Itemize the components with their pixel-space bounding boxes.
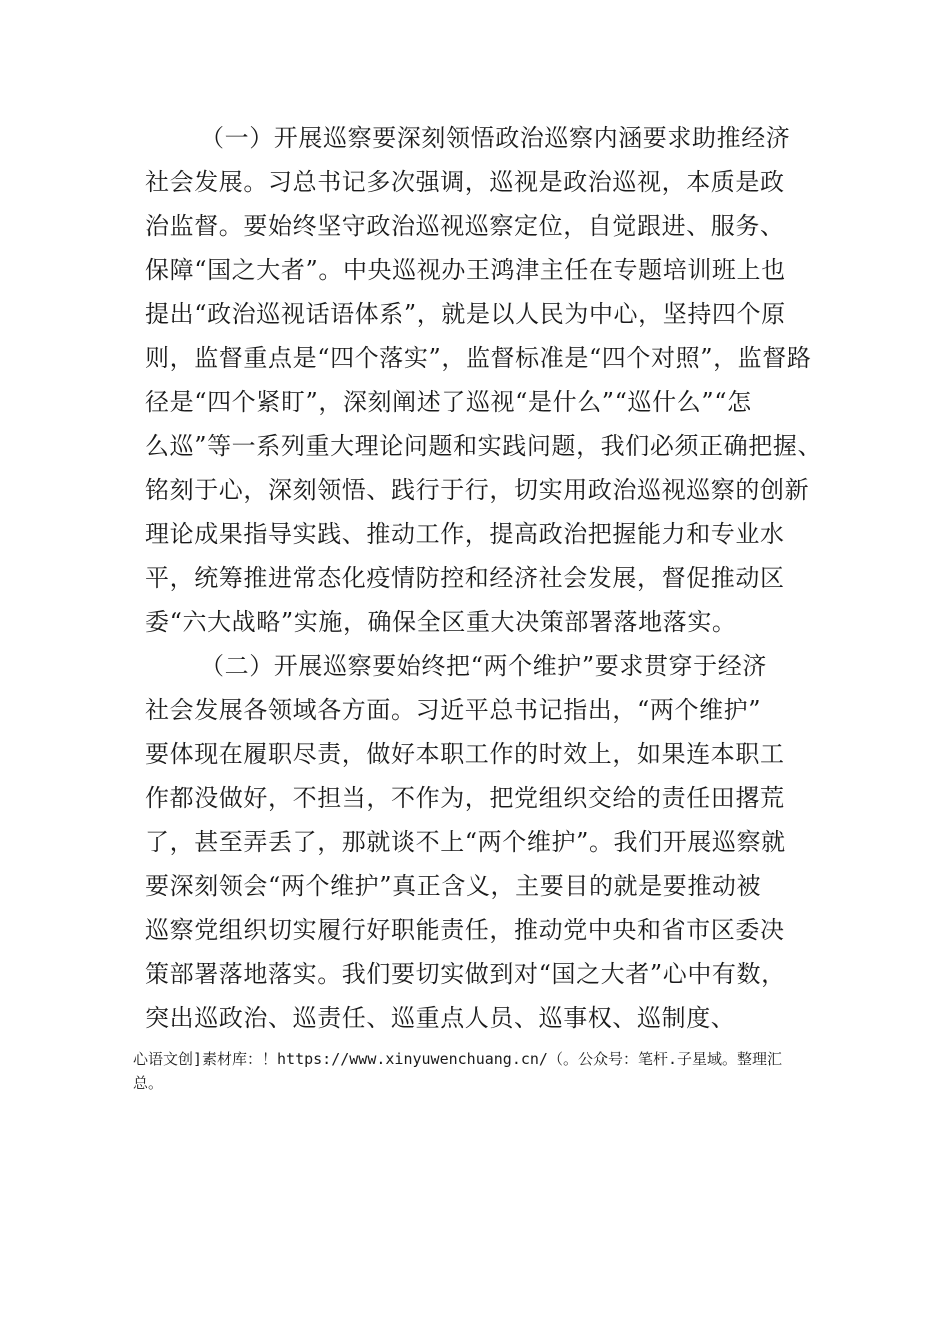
- paragraph-1-line: 委“六大战略”实施，确保全区重大决策部署落地落实。: [145, 608, 737, 636]
- paragraph-2-line: 作都没做好，不担当，不作为，把党组织交给的责任田撂荒: [145, 784, 785, 812]
- paragraph-2-line: （二）开展巡察要始终把“两个维护”要求贯穿于经济: [200, 652, 767, 680]
- paragraph-2-line: 了，甚至弄丢了，那就谈不上“两个维护”。我们开展巡察就: [145, 828, 786, 856]
- paragraph-2-line: 要深刻领会“两个维护”真正含义，主要目的就是要推动被: [145, 872, 762, 900]
- paragraph-1-line: 径是“四个紧盯”，深刻阐述了巡视“是什么”“巡什么”“怎: [145, 388, 752, 416]
- paragraph-1-line: 铭刻于心，深刻领悟、践行于行，切实用政治巡视巡察的创新: [145, 476, 810, 504]
- paragraph-1-line: 社会发展。习总书记多次强调，巡视是政治巡视，本质是政: [145, 168, 785, 196]
- footer-source-line: 总。: [133, 1074, 164, 1092]
- paragraph-2-line: 突出巡政治、巡责任、巡重点人员、巡事权、巡制度、: [145, 1004, 736, 1032]
- paragraph-2-line: 策部署落地落实。我们要切实做到对“国之大者”心中有数，: [145, 960, 786, 988]
- paragraph-1-line: 提出“政治巡视话语体系”，就是以人民为中心，坚持四个原: [145, 300, 786, 328]
- paragraph-2-line: 社会发展各领域各方面。习近平总书记指出，“两个维护”: [145, 696, 762, 724]
- paragraph-2-line: 巡察党组织切实履行好职能责任，推动党中央和省市区委决: [145, 916, 785, 944]
- paragraph-1-line: 治监督。要始终坚守政治巡视巡察定位，自觉跟进、服务、: [145, 212, 785, 240]
- footer-source-line: 心语文创]素材库：！https://www.xinyuwenchuang.cn/（。公众号：笔杆.子星域。整理汇: [133, 1050, 782, 1068]
- paragraph-1-line: （一）开展巡察要深刻领悟政治巡察内涵要求助推经济: [200, 124, 791, 152]
- paragraph-2-line: 要体现在履职尽责，做好本职工作的时效上，如果连本职工: [145, 740, 785, 768]
- paragraph-1-line: 么巡”等一系列重大理论问题和实践问题，我们必须正确把握、: [145, 432, 823, 460]
- paragraph-1-line: 保障“国之大者”。中央巡视办王鸿津主任在专题培训班上也: [145, 256, 786, 284]
- paragraph-1-line: 平，统筹推进常态化疫情防控和经济社会发展，督促推动区: [145, 564, 785, 592]
- paragraph-1-line: 理论成果指导实践、推动工作，提高政治把握能力和专业水: [145, 520, 785, 548]
- paragraph-1-line: 则，监督重点是“四个落实”，监督标准是“四个对照”，监督路: [145, 344, 812, 372]
